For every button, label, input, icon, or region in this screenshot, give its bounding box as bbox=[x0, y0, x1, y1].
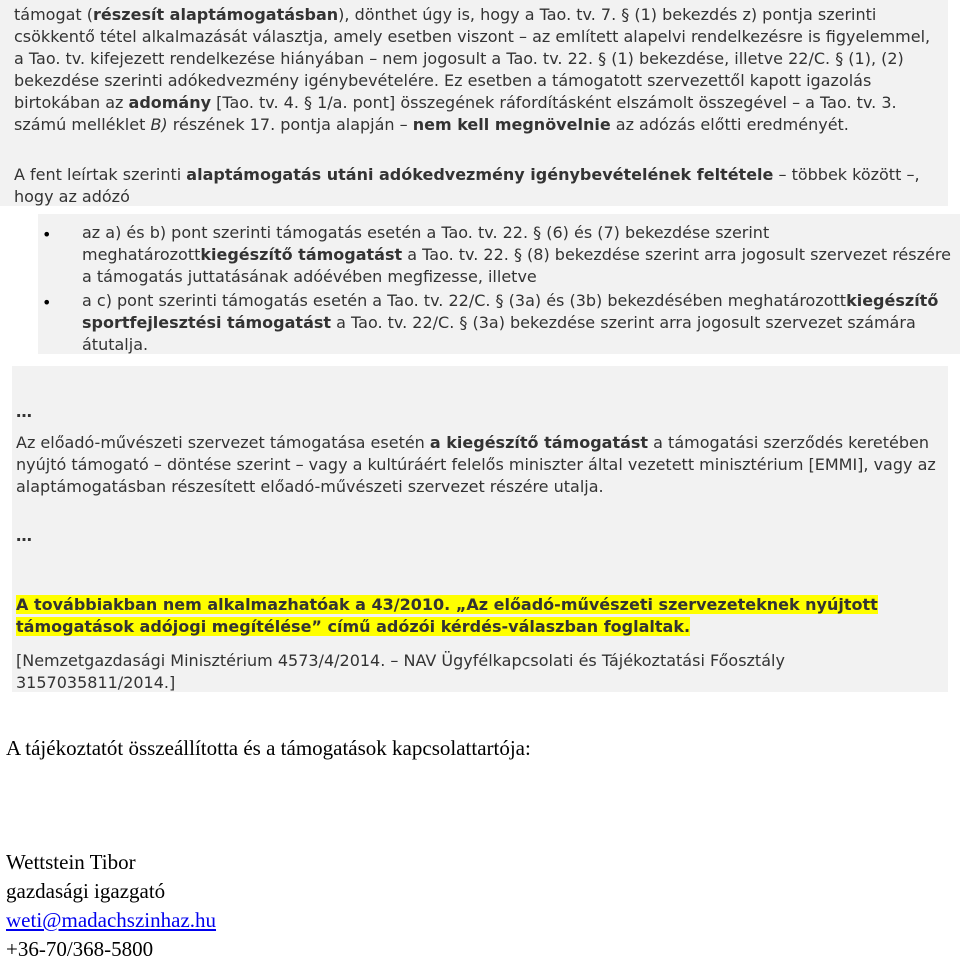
contact-name: Wettstein Tibor bbox=[6, 850, 136, 874]
text-run: a támogatási szerződés keretében nyújtó támogató – döntése szerint – vagy a kultúráért felelős miniszter által vezetett minisztérium [EMMI], vagy az alaptámogatásban részesített előadó-művészeti szervezet részére utalja. bbox=[16, 433, 936, 496]
text-run: a Tao. tv. 22. § (8) bekezdése szerint arra jogosult szervezet részére a támogatás juttatásának adóévében megfizesse, illetve bbox=[82, 245, 951, 286]
bold-run: nem kell megnövelnie bbox=[412, 115, 611, 134]
list-item-kiegeszito-tamogatas bbox=[82, 222, 952, 288]
bold-run: alaptámogatás utáni adókedvezmény igénybevételének feltétele bbox=[186, 165, 774, 184]
highlighted-notice bbox=[16, 594, 946, 638]
quoted-block-top bbox=[0, 0, 948, 206]
bold-run: a kiegészítő támogatást bbox=[429, 433, 649, 452]
italic-run: B) bbox=[150, 115, 168, 134]
text-run: részének 17. pontja alapján – bbox=[167, 115, 413, 134]
paragraph-eloado-muveszeti bbox=[16, 432, 946, 498]
bold-run: adomány bbox=[128, 93, 212, 112]
text-run: A fent leírtak szerinti bbox=[14, 165, 187, 184]
text-run: a Tao. tv. 22/C. § (3a) bekezdése szerint arra jogosult szervezet számára átutalja. bbox=[82, 313, 916, 354]
text-run: – többek között –, hogy az adózó bbox=[14, 165, 920, 206]
text-run: [Tao. tv. 4. § 1/a. pont] összegének ráfordításként elszámolt összegével – a Tao. tv. 3. számú melléklet bbox=[14, 93, 897, 134]
bold-run: kiegészítő sportfejlesztési támogatást bbox=[82, 291, 939, 332]
signature-block bbox=[6, 848, 216, 964]
paragraph-feltetel bbox=[14, 164, 944, 208]
email-link[interactable]: weti@madachszinhaz.hu bbox=[6, 908, 217, 932]
contact-heading: A tájékoztatót összeállította és a támogatások kapcsolattartója: bbox=[6, 736, 531, 760]
bullet-list bbox=[38, 214, 960, 354]
text-run: a c) pont szerinti támogatás esetén a Tao. tv. 22/C. § (3a) és (3b) bekezdésében meghatározott bbox=[82, 291, 847, 310]
text-run: támogat ( bbox=[14, 5, 94, 24]
contact-role: gazdasági igazgató bbox=[6, 879, 166, 903]
ellipsis: … bbox=[16, 526, 32, 545]
text-run: az adózás előtti eredményét. bbox=[610, 115, 849, 134]
quoted-block-bottom bbox=[12, 366, 948, 692]
ellipsis: … bbox=[16, 402, 32, 421]
bold-run: részesít alaptámogatásban bbox=[93, 5, 339, 24]
source-reference: [Nemzetgazdasági Minisztérium 4573/4/2014. – NAV Ügyfélkapcsolati és Tájékoztatási Főosztály 3157035811/2014.] bbox=[16, 651, 785, 692]
text-run: az a) és b) pont szerinti támogatás esetén a Tao. tv. 22. § (6) és (7) bekezdése szerint meghatározott bbox=[82, 223, 770, 264]
contact-phone: +36-70/368-5800 bbox=[6, 937, 154, 961]
bullet-dot: • bbox=[42, 225, 52, 244]
paragraph-alaptamogatas bbox=[14, 4, 944, 136]
highlight-text: A továbbiakban nem alkalmazhatóak a 43/2010. „Az előadó-művészeti szervezeteknek nyújtott támogatások adójogi megítélése” című adózói kérdés-válaszban foglaltak. bbox=[16, 595, 878, 636]
bullet-dot: • bbox=[42, 293, 52, 312]
list-item-sportfejlesztesi-tamogatas bbox=[82, 290, 952, 356]
bold-run: kiegészítő támogatást bbox=[200, 245, 403, 264]
text-run: Az előadó-művészeti szervezet támogatása esetén bbox=[16, 433, 430, 452]
text-run: ), dönthet úgy is, hogy a Tao. tv. 7. § (1) bekezdés z) pontja szerinti csökkentő tétel alkalmazását választja, amely esetben viszont – az említett alapelvi rendelkezésre is figyelemmel, a Tao. tv. kifejezett rendelkezése hiányában – nem jogosult a Tao. tv. 22. § (1) bekezdése, illetve 22/C. § (1), (2) bekezdése szerinti adókedvezmény igénybevételére. Ez esetben a támogatott szervezettől kapott igazolás birtokában az bbox=[14, 5, 931, 112]
